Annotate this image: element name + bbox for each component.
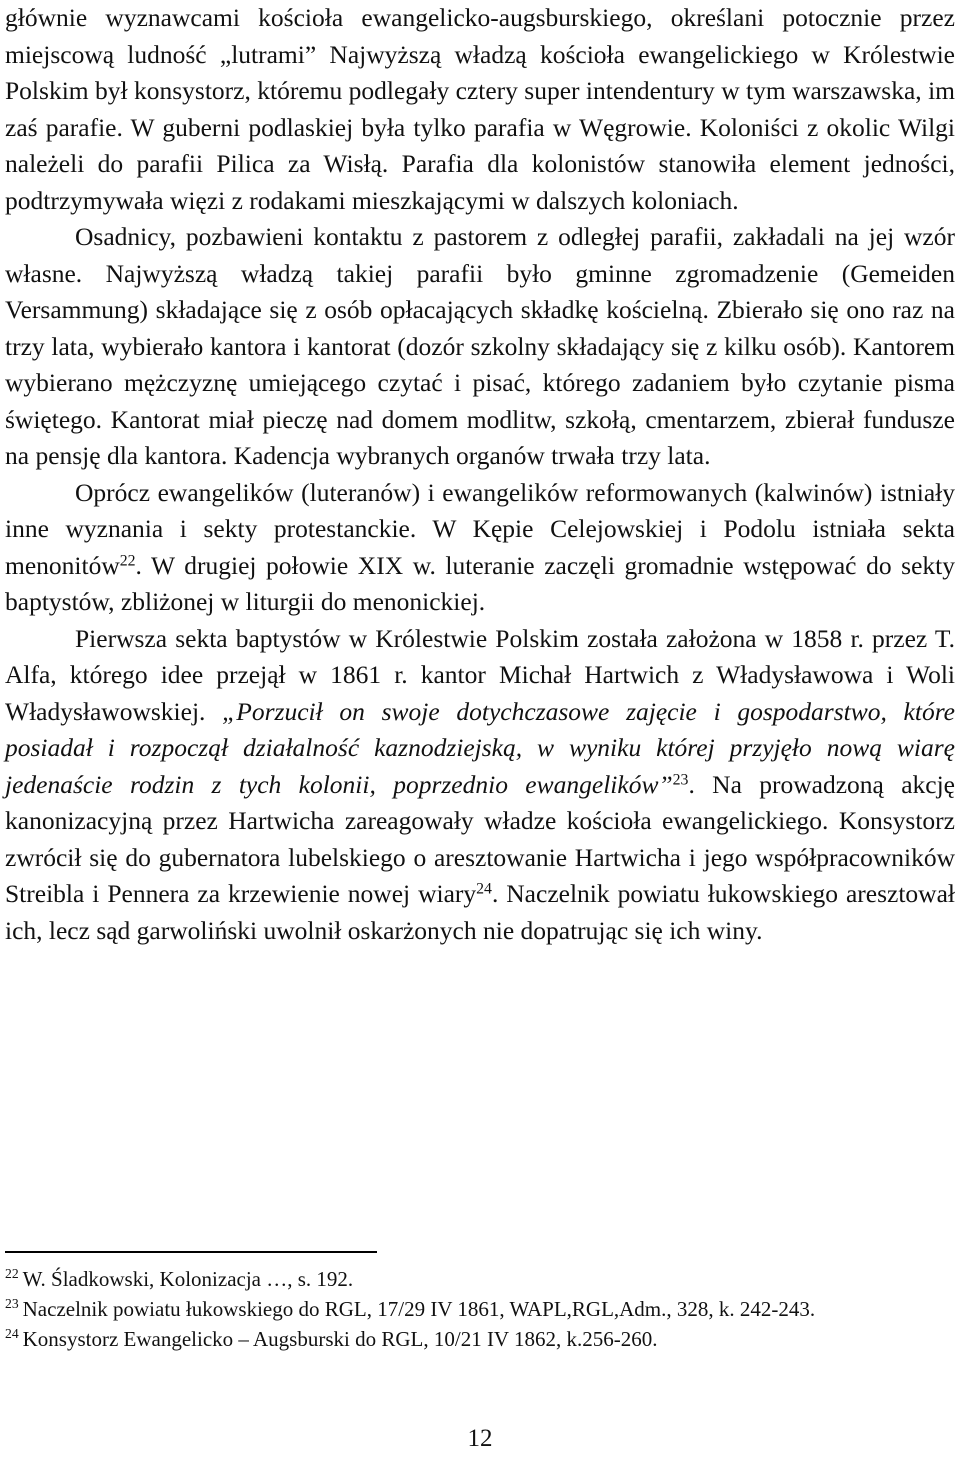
footnote-number: 24 (5, 1325, 19, 1341)
footnotes (5, 1264, 955, 1354)
paragraph-3 (5, 475, 955, 621)
footnote-text: W. Śladkowski, Kolonizacja …, s. 192. (22, 1267, 354, 1291)
paragraph-4-text-b: . Na prowadzoną akcję kanonizacyjną przez Hartwicha zareagowały władze kościoła ewangelickiego. Konsystorz zwrócił się do gubernatora lubelskiego o aresztowanie Hartwicha i jego współpracowników Streibla i Pennera za krzewienie nowej wiary (5, 769, 956, 908)
page-number: 12 (467, 1425, 493, 1452)
paragraph-4-text-a: Pierwsza sekta baptystów w Królestwie Polskim została założona w 1858 r. przez T. Alfa, którego idee przejął w 1861 r. kantor Michał Hartwich z Władysławowa i Woli Władysławowskiej. (5, 623, 955, 726)
footnote-text: Naczelnik powiatu łukowskiego do RGL, 17/29 IV 1861, WAPL,RGL,Adm., 328, k. 242-243. (22, 1297, 816, 1321)
footnote-number: 23 (5, 1295, 19, 1311)
paragraph-3-text-a: Oprócz ewangelików (luteranów) i ewangelików reformowanych (kalwinów) istniały inne wyznania i sekty protestanckie. W Kępie Celejowskiej i Podolu istniała sekta menonitów (5, 477, 955, 580)
paragraph-1: głównie wyznawcami kościoła ewangelicko-augsburskiego, określani potocznie przez miejscową ludność „lutrami” Najwyższą władzą kościoła ewangelickiego w Królestwie Polskim był konsystorz, któremu podlegały cztery super intendentury w tym warszawska, im zaś parafie. W guberni podlaskiej była tylko parafia w Węgrowie. Koloniści z okolic Wilgi należeli do parafii Pilica za Wisłą. Parafia dla kolonistów stanowiła element jedności, podtrzymywała więzi z rodakami mieszkającymi w dalszych koloniach. (5, 3, 955, 215)
paragraph-4-text-c: . Naczelnik powiatu łukowskiego aresztował ich, lecz sąd garwoliński uwolnił oskarżonych nie dopatrując się ich winy. (5, 879, 956, 945)
footnote-ref-22[interactable]: 22 (119, 551, 136, 569)
footnote-number: 22 (5, 1265, 19, 1281)
document-page (5, 0, 956, 1452)
footnote-ref-24[interactable]: 24 (476, 880, 492, 898)
footnote-24 (5, 1324, 955, 1354)
footnote-23 (5, 1294, 955, 1324)
paragraph-2: Osadnicy, pozbawieni kontaktu z pastorem z odległej parafii, zakładali na jej wzór własne. Najwyższą władzą takiej parafii było gminne zgromadzenie (Gemeiden Versammung) składające się z osób opłacających składkę kościelną. Zbierało się ono raz na trzy lata, wybierało kantora i kantorat (dozór szkolny składający się z kilku osób). Kantorem wybierano mężczyznę umiejącego czytać i pisać, którego zadaniem było czytanie pisma świętego. Kantorat miał pieczę nad domem modlitw, szkołą, cmentarzem, zbierał fundusze na pensję dla kantora. Kadencja wybranych organów trwała trzy lata. (5, 222, 955, 470)
body-text (5, 0, 955, 949)
footnote-text: Konsystorz Ewangelicko – Augsburski do RGL, 10/21 IV 1862, k.256-260. (22, 1327, 658, 1351)
footnote-22 (5, 1264, 955, 1294)
footnote-ref-23[interactable]: 23 (672, 770, 689, 788)
footnote-separator (5, 1251, 377, 1253)
paragraph-3-text-b: . W drugiej połowie XIX w. luteranie zaczęli gromadnie wstępować do sekty baptystów, zbliżonej w liturgii do menonickiej. (5, 550, 955, 616)
paragraph-4-quote: „Porzucił on swoje dotychczasowe zajęcie i gospodarstwo, które posiadał i rozpoczął działalność kaznodziejską, w wyniku której przyjęło nową wiarę jedenaście rodzin z tych kolonii, poprzednio ewangelików” (5, 696, 955, 799)
paragraph-4 (5, 621, 955, 950)
